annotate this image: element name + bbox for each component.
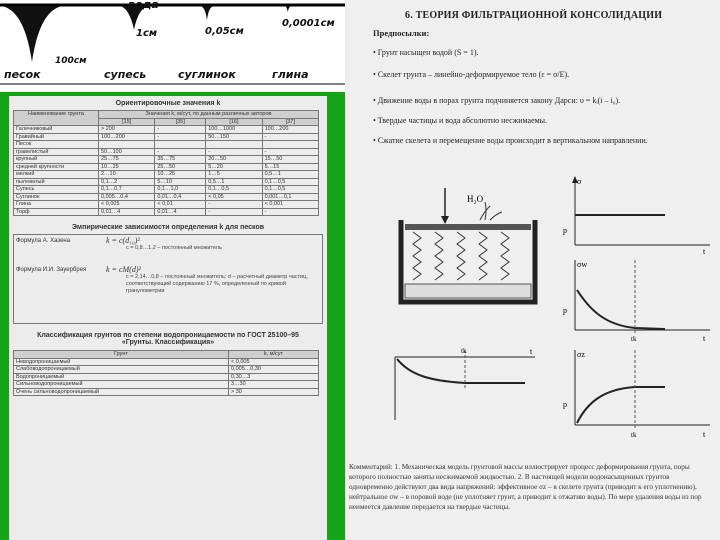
k-value-cell: - xyxy=(206,208,262,216)
formula-row-hazen xyxy=(16,237,320,245)
k-value-cell: 0,1…0,5 xyxy=(262,178,318,186)
k-value-cell: 0,001…0,1 xyxy=(262,193,318,201)
k-value-cell: 2…10 xyxy=(99,171,155,179)
k-value-cell: 10…25 xyxy=(155,171,206,179)
premise-item: • Движение воды в порах грунта подчиняется закону Дарси: υ = kᵢ(i – i₀). xyxy=(373,96,621,105)
k-value-cell: 100…200 xyxy=(262,126,318,134)
soil-name-cell: пылеватый xyxy=(14,178,99,186)
soil-name-cell: средней крупности xyxy=(14,163,99,171)
k-value-cell xyxy=(206,141,262,149)
table-row xyxy=(14,201,319,209)
soil-name-cell: крупный xyxy=(14,156,99,164)
tk-label: tk xyxy=(631,431,637,439)
k-value-cell: 50…100 xyxy=(99,148,155,156)
h2o-label: H₂O xyxy=(467,194,484,204)
consolidation-theory-page xyxy=(345,0,720,540)
table1-header-values: Значения k, м/сут, по данным различных авторов xyxy=(99,111,319,119)
k-value-cell: - xyxy=(155,126,206,134)
sigma-w-label: σw xyxy=(577,260,588,269)
soil-label-loam: суглинок xyxy=(178,68,236,81)
k-value-cell: 0,01…4 xyxy=(155,208,206,216)
soil-pore-sketch xyxy=(0,0,345,92)
soil-name-cell: мелкий xyxy=(14,171,99,179)
table-row xyxy=(14,388,319,396)
class-k-cell: < 0,005 xyxy=(229,358,319,366)
k-value-cell: < 0,005 xyxy=(99,201,155,209)
k-value-cell: 100…200 xyxy=(99,133,155,141)
table1-ref: [37] xyxy=(262,118,318,126)
k-value-cell: 0,01…0,4 xyxy=(155,193,206,201)
table-row xyxy=(14,178,319,186)
formula-row-zauerbrey xyxy=(16,266,320,274)
k-value-cell: - xyxy=(155,148,206,156)
table1-title: Ориентировочные значения k xyxy=(115,100,221,107)
k-value-cell: 1…5 xyxy=(206,171,262,179)
soil-name-cell: Глина xyxy=(14,201,99,209)
class-name-cell: Очень сильноводопроницаемый xyxy=(14,388,229,396)
k-value-cell: < 0,001 xyxy=(262,201,318,209)
k-value-cell: 25…75 xyxy=(99,156,155,164)
class-name-cell: Сильноводопроницаемый xyxy=(14,381,229,389)
k-value-cell: 100…1000 xyxy=(206,126,262,134)
p-label: p xyxy=(563,226,567,235)
table1-header-soil: Наименование грунта xyxy=(14,111,99,126)
table3-body xyxy=(14,358,319,396)
table-row xyxy=(14,133,319,141)
k-value-cell: 5…15 xyxy=(262,163,318,171)
table3-title: Классификация грунтов по степени водопроницаемости по ГОСТ 25100–95 «Грунты. Классификация» xyxy=(37,332,299,346)
commentary-text: Комментарий: 1. Механическая модель грунтовой массы иллюстрирует процесс деформирования грунта, поры которого полностью заняты несжимаемой жидкостью. 2. В настоящей модели водонасыщенных грунтов одновременно действуют два вида напряжений: эффективное σz – в скелете грунта (приводит к его уплотнению), нейтральное σw – в поровой воде (не уплотняет грунт, а приводит к отжатию воды). По мере удаления воды из пор неимеется давление передается на твердые частицы. xyxy=(349,463,702,511)
tk-label: tk xyxy=(631,335,637,343)
formula-label-zauerbrey: Формула И.И. Зауербрея xyxy=(16,267,87,273)
k-value-cell: 10…25 xyxy=(99,163,155,171)
table-row xyxy=(14,193,319,201)
class-name-cell: Водопроницаемый xyxy=(14,373,229,381)
table-row xyxy=(14,373,319,381)
k-value-cell: 0,5…1 xyxy=(262,171,318,179)
formula-note-hazen: c = 0,8…1,2 – постоянный множитель xyxy=(126,245,222,251)
premises-title: Предпосылки: xyxy=(373,28,430,38)
formula-zauerbrey: k = cM(d)² xyxy=(106,265,141,274)
k-value-cell: 5…20 xyxy=(206,163,262,171)
p-label: p xyxy=(563,306,567,315)
k-value-cell: 5…10 xyxy=(155,178,206,186)
formula-note-zauerbrey: c = 2,14…0,8 – постоянный множитель; d – расчетный диаметр частиц, соответствующий содержанию 17 %, определенный по кривой гранулометрии xyxy=(126,274,308,294)
formula-label-hazen: Формула А. Хазена xyxy=(16,238,71,244)
formula-hazen: k = c(d₁₀)² xyxy=(106,236,140,245)
k-value-cell xyxy=(155,141,206,149)
soil-name-cell: Торф xyxy=(14,208,99,216)
k-value-cell: - xyxy=(262,133,318,141)
soil-name-cell: Гравийный xyxy=(14,133,99,141)
table-row xyxy=(14,148,319,156)
size-label-1: 1см xyxy=(136,28,158,39)
k-value-cell: 0,1…1,0 xyxy=(155,186,206,194)
size-label-2: 0,05см xyxy=(205,26,244,37)
table-row xyxy=(14,381,319,389)
k-value-cell: > 200 xyxy=(99,126,155,134)
soil-name-cell: Супесь xyxy=(14,186,99,194)
table-row xyxy=(14,186,319,194)
table3-header-k: k, м/сут xyxy=(229,351,319,359)
table-row xyxy=(14,156,319,164)
t-axis-label: t xyxy=(703,430,706,439)
table-row xyxy=(14,358,319,366)
soil-name-cell: Суглинок xyxy=(14,193,99,201)
empirical-formulas-box xyxy=(13,234,323,324)
table-row xyxy=(14,126,319,134)
table1-body xyxy=(14,126,319,216)
k-value-cell: - xyxy=(206,201,262,209)
sigma-axis-label: σ xyxy=(577,177,582,186)
soil-name-cell: Галечниковый xyxy=(14,126,99,134)
premise-item: • Скелет грунта – линейно-деформируемое тело (ε = σ/E). xyxy=(373,70,570,79)
k-value-cell: 15…50 xyxy=(262,156,318,164)
class-k-cell: > 30 xyxy=(229,388,319,396)
effective-stress-graph xyxy=(555,345,715,440)
table1-ref: [15] xyxy=(99,118,155,126)
permeability-reference-page xyxy=(9,96,327,540)
permeability-class-table xyxy=(13,350,319,396)
t-axis-label: t xyxy=(703,334,706,343)
water-label: вода xyxy=(128,0,159,11)
p-label: p xyxy=(563,400,567,409)
table-row xyxy=(14,141,319,149)
table-row xyxy=(14,171,319,179)
k-value-cell xyxy=(99,141,155,149)
class-k-cell: 0,005…0,30 xyxy=(229,366,319,374)
t-axis-label: t xyxy=(703,247,706,255)
block2-title: Эмпирические зависимости определения k для песков xyxy=(71,224,265,231)
k-value-cell: 0,1…0,7 xyxy=(99,186,155,194)
table-row xyxy=(14,208,319,216)
soil-label-clay: глина xyxy=(272,68,309,81)
k-value-cell: < 0,01 xyxy=(155,201,206,209)
k-value-cell: 35…75 xyxy=(155,156,206,164)
soil-label-sandy-loam: супесь xyxy=(104,68,147,81)
premise-item: • Сжатие скелета и перемещение воды происходит в вертикальном направлении. xyxy=(373,136,648,145)
k-value-cell: 25…50 xyxy=(155,163,206,171)
consolidation-model-diagram xyxy=(395,180,545,310)
k-value-cell: < 0,05 xyxy=(206,193,262,201)
k-value-cell: - xyxy=(155,133,206,141)
class-name-cell: Слабоводопроницаемый xyxy=(14,366,229,374)
k-value-cell: 0,5…1 xyxy=(206,178,262,186)
table-row xyxy=(14,163,319,171)
k-value-cell xyxy=(262,141,318,149)
soil-label-sand: песок xyxy=(4,68,41,81)
soil-name-cell: Песок xyxy=(14,141,99,149)
k-value-cell: 20…50 xyxy=(206,156,262,164)
page-heading: 6. ТЕОРИЯ ФИЛЬТРАЦИОННОЙ КОНСОЛИДАЦИИ xyxy=(405,10,663,21)
t-axis-label: t xyxy=(530,347,533,356)
k-value-cell: 0,005…0,4 xyxy=(99,193,155,201)
depth-label: 100см xyxy=(55,56,87,66)
soil-name-cell: гравелистый xyxy=(14,148,99,156)
k-value-cell: 0,1…0,5 xyxy=(262,186,318,194)
class-name-cell: Неводопроницаемый xyxy=(14,358,229,366)
k-value-cell: - xyxy=(206,148,262,156)
table1-ref: [16] xyxy=(206,118,262,126)
table-row xyxy=(14,366,319,374)
k-value-cell: 0,1…0,5 xyxy=(206,186,262,194)
k-value-cell: 0,1…2 xyxy=(99,178,155,186)
tk-label: tk xyxy=(461,347,467,355)
k-value-cell: 0,01…4 xyxy=(99,208,155,216)
table1-ref: [35] xyxy=(155,118,206,126)
k-value-cell: - xyxy=(262,148,318,156)
k-value-cell: - xyxy=(262,208,318,216)
premise-item: • Твердые частицы и вода абсолютно несжимаемы. xyxy=(373,116,548,125)
sigma-time-graph xyxy=(555,175,715,255)
class-k-cell: 0,30…3 xyxy=(229,373,319,381)
settlement-graph xyxy=(375,345,545,430)
pore-pressure-graph xyxy=(555,255,715,345)
sigma-z-label: σz xyxy=(577,350,585,359)
table3-header-soil: Грунт xyxy=(14,351,229,359)
class-k-cell: 3…30 xyxy=(229,381,319,389)
permeability-table xyxy=(13,110,319,216)
k-value-cell: 50…150 xyxy=(206,133,262,141)
premise-item: • Грунт насыщен водой (S = 1). xyxy=(373,48,479,57)
size-label-3: 0,0001см xyxy=(282,18,335,29)
